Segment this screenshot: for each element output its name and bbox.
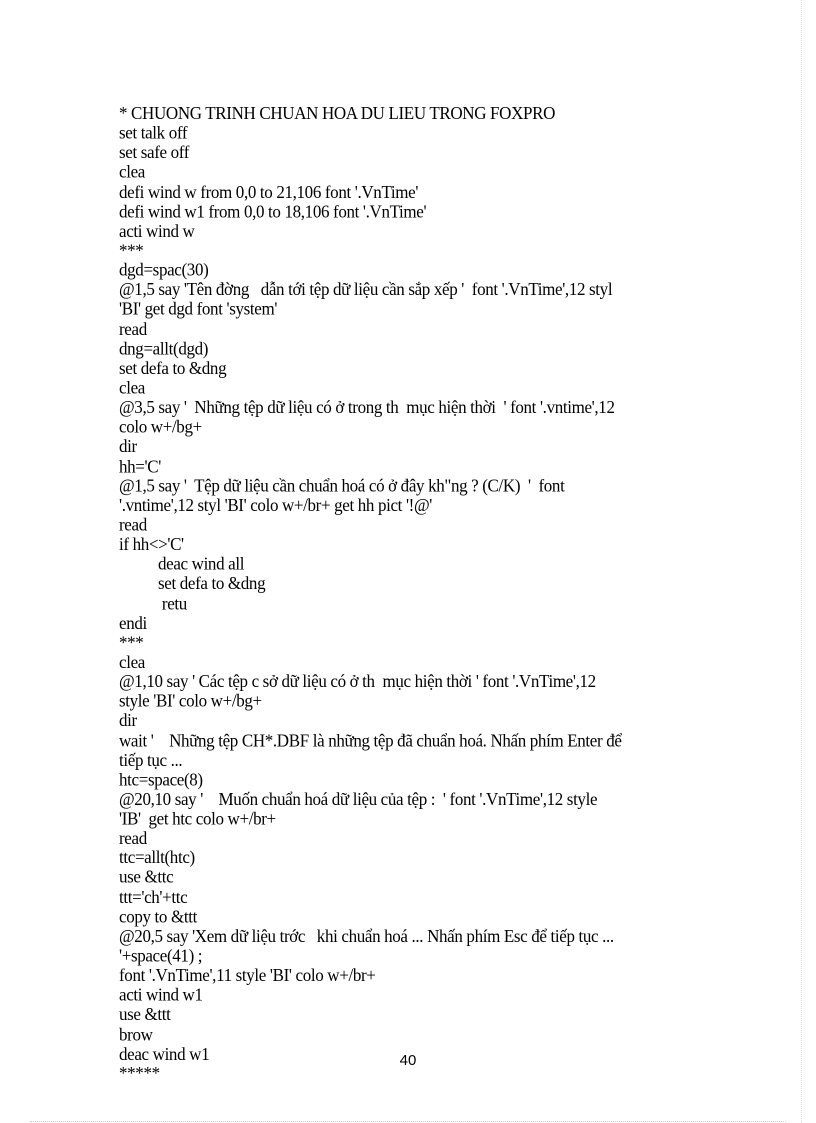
code-line: set safe off bbox=[119, 142, 190, 163]
code-line: use &ttt bbox=[119, 1004, 171, 1025]
code-line: use &ttc bbox=[119, 867, 174, 888]
code-line: * CHUONG TRINH CHUAN HOA DU LIEU TRONG FOXPRO bbox=[119, 102, 556, 124]
code-line: if hh<>'C' bbox=[119, 533, 184, 555]
code-line: clea bbox=[119, 651, 145, 673]
code-line: set talk off bbox=[119, 122, 188, 144]
page-number: 40 bbox=[399, 1052, 417, 1069]
code-line: ttt='ch'+ttc bbox=[119, 886, 188, 908]
code-line: *** bbox=[119, 240, 144, 261]
code-line: font '.VnTime',11 style 'BI' colo w+/br+ bbox=[119, 964, 376, 986]
code-line: clea bbox=[119, 161, 145, 183]
code-line: endi bbox=[119, 612, 147, 633]
code-line: @1,10 say ' Các tệp c sở dữ liệu có ở th mục hiện thời ' font '.VnTime',12 bbox=[119, 671, 596, 692]
code-line: @20,10 say ' Muốn chuẩn hoá dữ liệu của tệp : ' font '.VnTime',12 style bbox=[119, 788, 598, 810]
code-line: brow bbox=[119, 1023, 153, 1045]
code-line: retu bbox=[119, 592, 187, 614]
code-block bbox=[119, 104, 719, 1084]
code-line: dgd=spac(30) bbox=[119, 259, 209, 281]
code-line: set defa to &dng bbox=[119, 573, 266, 594]
code-line: copy to &ttt bbox=[119, 906, 197, 927]
code-line: style 'BI' colo w+/bg+ bbox=[119, 690, 262, 712]
code-line: dir bbox=[119, 710, 137, 731]
code-line: dir bbox=[119, 435, 137, 457]
code-line: '.vntime',12 styl 'BI' colo w+/br+ get hh pict '!@' bbox=[119, 494, 432, 516]
code-line: htc=space(8) bbox=[119, 769, 203, 790]
code-line: read bbox=[119, 514, 147, 535]
code-line: read bbox=[119, 318, 147, 339]
code-line: dng=allt(dgd) bbox=[119, 338, 209, 359]
code-line: @20,5 say 'Xem dữ liệu trớc khi chuẩn hoá ... Nhấn phím Esc để tiếp tục ... bbox=[119, 925, 614, 947]
code-line: wait ' Những tệp CH*.DBF là những tệp đã chuẩn hoá. Nhấn phím Enter để bbox=[119, 729, 622, 751]
code-line: 'IB' get htc colo w+/br+ bbox=[119, 808, 276, 829]
code-line: *** bbox=[119, 631, 144, 653]
code-line: clea bbox=[119, 377, 145, 398]
code-line: deac wind w1 bbox=[119, 1043, 210, 1064]
code-line: set defa to &dng bbox=[119, 357, 227, 379]
code-line: defi wind w1 from 0,0 to 18,106 font '.VnTime' bbox=[119, 200, 427, 222]
code-line: tiếp tục ... bbox=[119, 749, 183, 770]
code-line: colo w+/bg+ bbox=[119, 416, 202, 437]
code-line: defi wind w from 0,0 to 21,106 font '.VnTime' bbox=[119, 181, 419, 202]
page-bottom-border bbox=[30, 1121, 786, 1122]
code-line: ttc=allt(htc) bbox=[119, 847, 195, 868]
code-line: 'BI' get dgd font 'system' bbox=[119, 298, 278, 320]
code-line: acti wind w bbox=[119, 220, 195, 241]
code-line: @1,5 say ' Tệp dữ liệu cần chuẩn hoá có ở đây kh"ng ? (C/K) ' font bbox=[119, 475, 565, 496]
code-line: deac wind all bbox=[119, 553, 245, 575]
code-line: @3,5 say ' Những tệp dữ liệu có ở trong th mục hiện thời ' font '.vntime',12 bbox=[119, 396, 615, 418]
code-line: ***** bbox=[119, 1062, 160, 1084]
code-line: '+space(41) ; bbox=[119, 945, 203, 966]
page-right-border bbox=[801, 0, 802, 1123]
code-line: @1,5 say 'Tên đờng dẫn tới tệp dữ liệu cần sắp xếp ' font '.VnTime',12 styl bbox=[119, 279, 613, 300]
code-line: acti wind w1 bbox=[119, 984, 203, 1006]
code-line: hh='C' bbox=[119, 455, 161, 477]
code-line: read bbox=[119, 827, 147, 849]
